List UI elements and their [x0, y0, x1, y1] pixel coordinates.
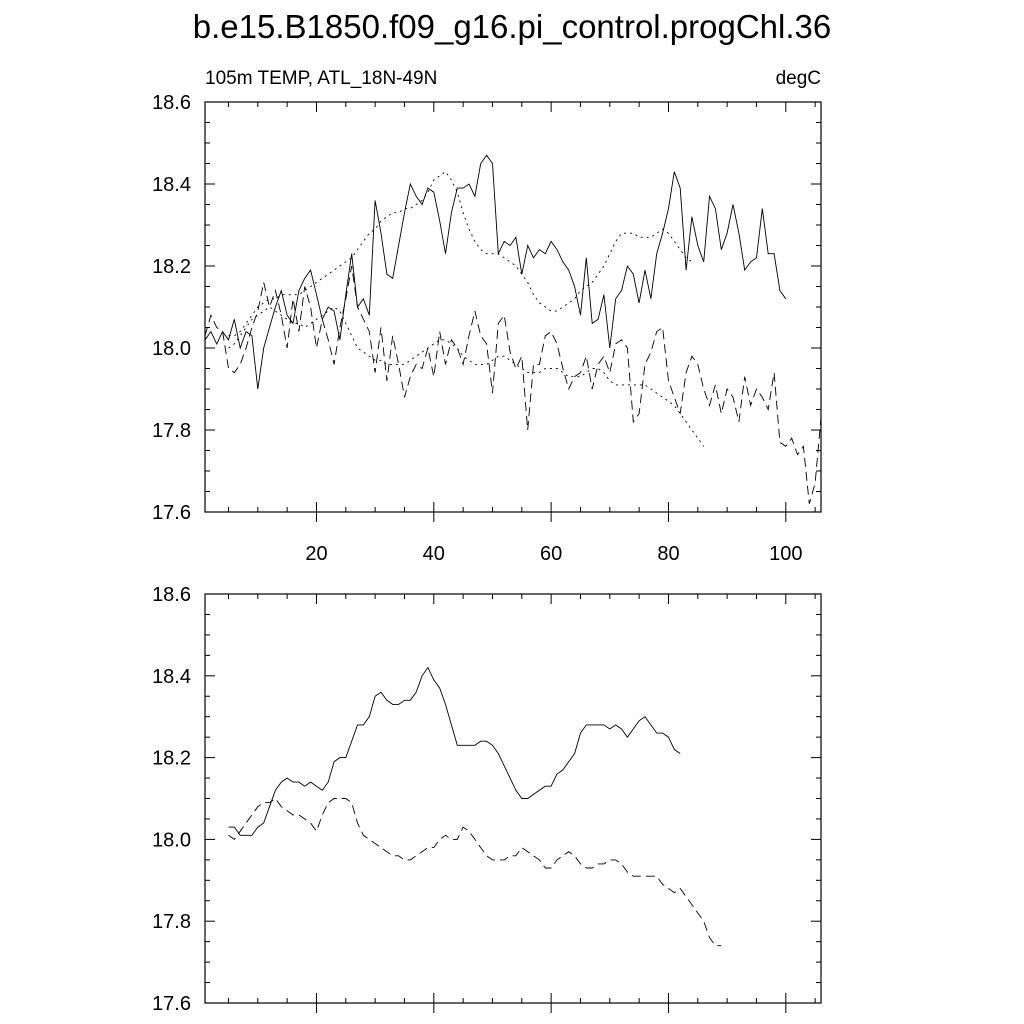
- x-tick-label: 60: [540, 543, 563, 565]
- y-tick-label: 18.0: [152, 829, 191, 852]
- series-running-mean-solid: [229, 668, 681, 836]
- top-panel: [152, 92, 821, 565]
- units-label: degC: [775, 68, 821, 89]
- series-smoothed-dotted-upper: [229, 172, 692, 336]
- y-tick-label: 17.8: [152, 911, 191, 934]
- series-annual-dashed: [205, 266, 821, 504]
- x-tick-label: 20: [305, 543, 328, 565]
- main-title: b.e15.B1850.f09_g16.pi_control.progChl.36: [192, 8, 832, 45]
- y-tick-label: 18.6: [152, 584, 191, 606]
- y-tick-label: 18.6: [152, 92, 191, 114]
- y-tick-label: 17.8: [152, 420, 191, 442]
- y-tick-label: 18.2: [152, 256, 191, 278]
- series-running-mean-dashed: [229, 799, 722, 946]
- y-tick-label: 18.4: [152, 665, 191, 688]
- plot-frame: [205, 102, 821, 512]
- x-tick-label: 80: [657, 543, 680, 565]
- y-tick-label: 18.2: [152, 747, 191, 770]
- x-tick-label: 40: [422, 543, 445, 565]
- y-tick-label: 18.0: [152, 338, 191, 360]
- bottom-panel: [152, 584, 821, 1015]
- y-tick-label: 18.4: [152, 174, 191, 196]
- plot-frame: [205, 594, 821, 1003]
- series-annual-solid: [205, 155, 786, 389]
- variable-label: 105m TEMP, ATL_18N-49N: [205, 68, 438, 89]
- x-tick-label: 100: [769, 543, 803, 565]
- y-tick-label: 17.6: [152, 993, 191, 1015]
- y-tick-label: 17.6: [152, 502, 191, 524]
